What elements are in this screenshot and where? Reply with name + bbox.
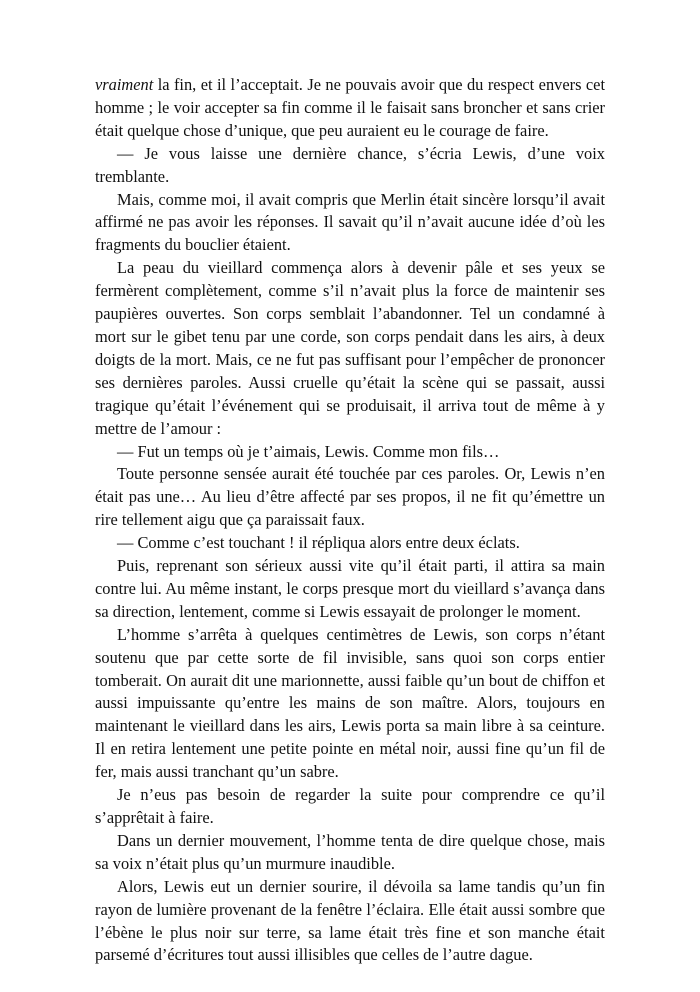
page-body bbox=[95, 74, 605, 967]
paragraph-11: Dans un dernier mouvement, l’homme tenta de dire quelque chose, mais sa voix n’était plus qu’un murmure inaudible. bbox=[95, 830, 605, 873]
paragraph-4: La peau du vieillard commença alors à devenir pâle et ses yeux se fermèrent complètement, comme s’il n’avait plus la force de maintenir ses paupières ouvertes. Son corps semblait l’abandonner. Tel un condamné à mort sur le gibet tenu par une corde, son corps pendait dans les airs, à deux doigts de la mort. Mais, ce ne fut pas suffisant pour l’empêcher de prononcer ses dernières paroles. Aussi cruelle qu’était la scène qui se passait, aussi tragique qu’était l’événement qui se produisait, il arriva tout de même à y mettre de l’amour : bbox=[95, 258, 605, 438]
paragraph-5: — Fut un temps où je t’aimais, Lewis. Comme mon fils… bbox=[117, 441, 500, 461]
paragraph-1-italic-lead: vraiment bbox=[95, 75, 154, 94]
paragraph-1 bbox=[95, 74, 605, 143]
paragraph-2: — Je vous laisse une dernière chance, s’écria Lewis, d’une voix tremblante. bbox=[95, 143, 605, 186]
paragraph-1-text: la fin, et il l’acceptait. Je ne pouvais avoir que du respect envers cet homme ; le voir accepter sa fin comme il le faisait sans broncher et sans crier était quelque chose d’unique, que peu auraient eu le courage de faire. bbox=[95, 75, 605, 140]
paragraph-3: Mais, comme moi, il avait compris que Merlin était sincère lorsqu’il avait affirmé ne pas avoir les réponses. Il savait qu’il n’avait aucune idée d’où les fragments du bouclier étaient. bbox=[95, 189, 605, 255]
paragraph-9: L’homme s’arrêta à quelques centimètres de Lewis, son corps n’étant soutenu que par cette sorte de fil invisible, sans quoi son corps entier tomberait. On aurait dit une marionnette, aussi faible qu’un bout de chiffon et aussi impuissante qu’entre les mains de son maître. Alors, toujours en maintenant le vieillard dans les airs, Lewis porta sa main libre à sa ceinture. Il en retira lentement une petite pointe en métal noir, aussi fine qu’un fil de fer, mais aussi tranchant qu’un sabre. bbox=[95, 624, 605, 782]
paragraph-7: — Comme c’est touchant ! il répliqua alors entre deux éclats. bbox=[117, 533, 520, 553]
paragraph-10: Je n’eus pas besoin de regarder la suite pour comprendre ce qu’il s’apprêtait à faire. bbox=[95, 785, 605, 827]
paragraph-8: Puis, reprenant son sérieux aussi vite qu’il était parti, il attira sa main contre lui. Au même instant, le corps presque mort du vieillard s’avança dans sa direction, lentement, comme si Lewis essayait de prolonger le moment. bbox=[95, 556, 605, 621]
paragraph-6: Toute personne sensée aurait été touchée par ces paroles. Or, Lewis n’en était pas une… Au lieu d’être affecté par ses propos, il ne fit qu’émettre un rire tellement aigu que ça paraissait faux. bbox=[95, 464, 605, 530]
paragraph-12: Alors, Lewis eut un dernier sourire, il dévoila sa lame tandis qu’un fin rayon de lumière provenant de la fenêtre l’éclaira. Elle était aussi sombre que l’ébène le plus noir sur terre, sa lame était très fine et son manche était parsemé d’écritures tout aussi illisibles que celles de l’autre dague. bbox=[95, 876, 605, 965]
